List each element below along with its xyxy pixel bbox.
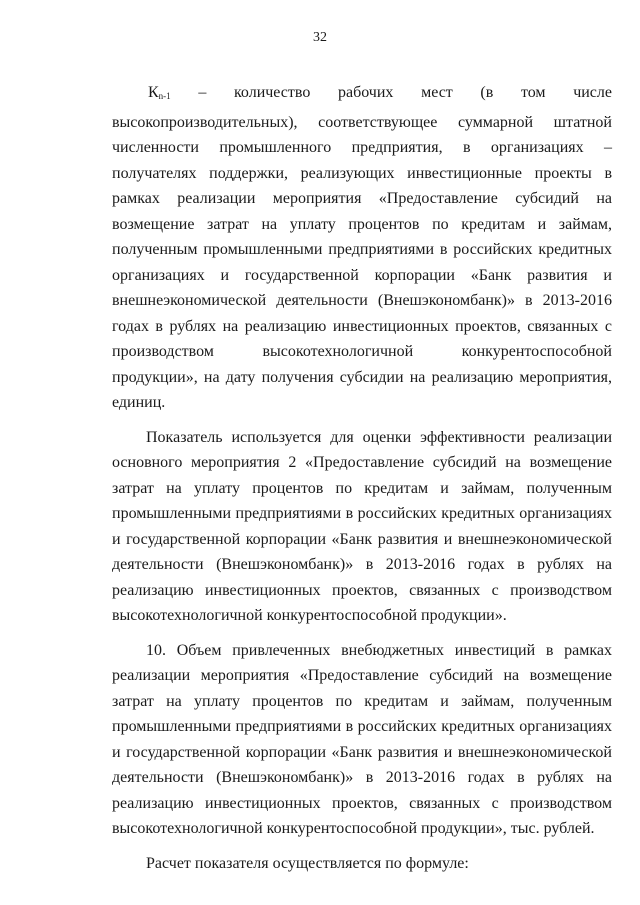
indicator-definition-text: – количество рабочих мест (в том числе высокопроизводительных), соответствующее суммарной штатной численности промышленного предприятия, в организациях – получателях поддержки, реализующих инвестиционные проекты в рамках реализации мероприятия «Предоставление субсидий на возмещение затрат на уплату процентов по кредитам и займам, полученным промышленными предприятиями в российских кредитных организациях и государственной корпорации «Банк развития и внешнеэкономической деятельности (Внешэкономбанк)» в 2013-2016 годах в рублях на реализацию инвестиционных проектов, связанных с производством высокотехнологичной конкурентоспособной продукции», на дату получения субсидии на реализацию мероприятия, единиц. bbox=[112, 84, 612, 411]
paragraph-formula-intro: Расчет показателя осуществляется по формуле: bbox=[146, 854, 469, 872]
indicator-symbol bbox=[148, 84, 171, 101]
paragraph-indicator-definition bbox=[112, 80, 612, 416]
paragraph-item-10: 10. Объем привлеченных внебюджетных инвестиций в рамках реализации мероприятия «Предоставление субсидий на возмещение затрат на уплату процентов по кредитам и займам, полученным промышленными предприятиями в российских кредитных организациях и государственной корпорации «Банк развития и внешнеэкономической деятельности (Внешэкономбанк)» в 2013-2016 годах в рублях на реализацию инвестиционных проектов, связанных с производством высокотехнологичной конкурентоспособной продукции», тыс. рублей. bbox=[112, 641, 612, 837]
indicator-symbol-letter: К bbox=[148, 84, 159, 101]
paragraph-indicator-usage: Показатель используется для оценки эффективности реализации основного мероприятия 2 «Предоставление субсидий на возмещение затрат на уплату процентов по кредитам и займам, полученным промышленными предприятиями в российских кредитных организациях и государственной корпорации «Банк развития и внешнеэкономической деятельности (Внешэкономбанк)» в 2013-2016 годах в рублях на реализацию инвестиционных проектов, связанных с производством высокотехнологичной конкурентоспособной продукции». bbox=[112, 428, 612, 624]
indicator-symbol-subscript: n-1 bbox=[158, 91, 171, 101]
document-body bbox=[112, 80, 612, 876]
page-number: 32 bbox=[313, 30, 327, 45]
